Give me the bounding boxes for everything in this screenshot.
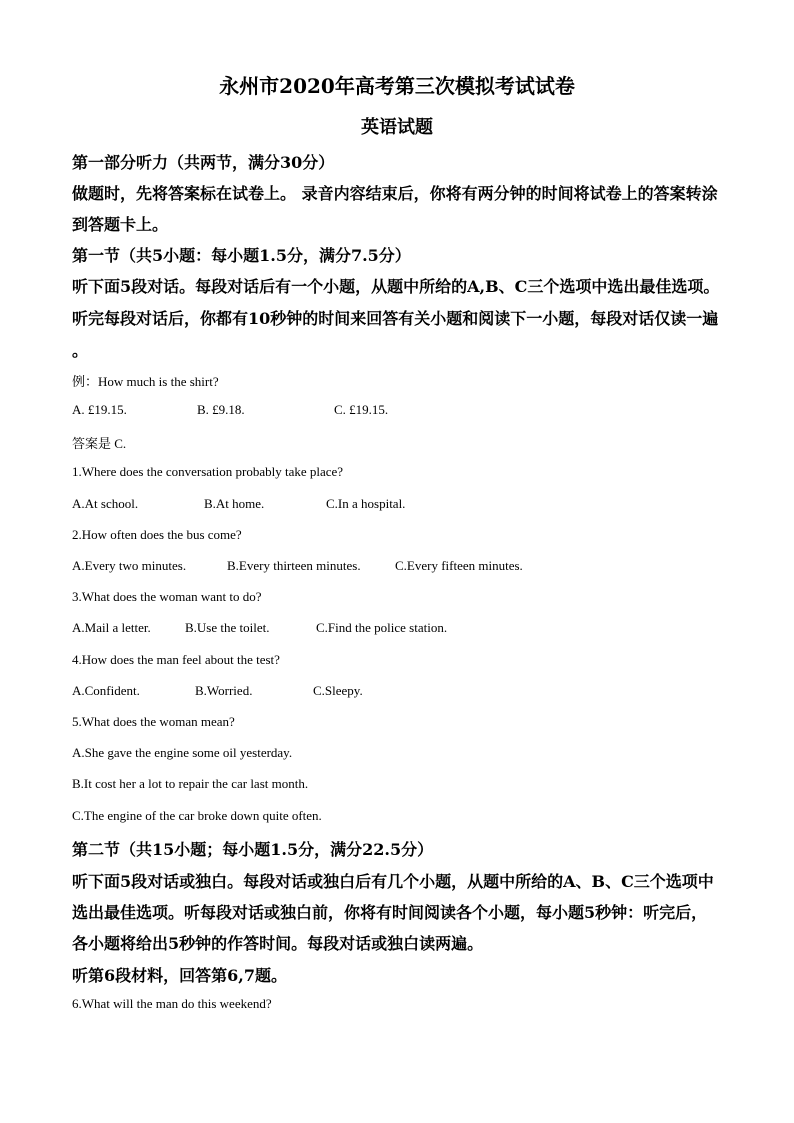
section1-instruction-line1: 听下面5段对话。每段对话后有一个小题，从题中所给的A,B、C三个选项中选出最佳选项。 (72, 277, 720, 296)
question-2-option-a: A.Every two minutes. (72, 558, 187, 573)
question-5-option-a: A.She gave the engine some oil yesterday. (72, 745, 293, 760)
question-5-option-c: C.The engine of the car broke down quite often. (72, 808, 322, 823)
question-4: 4.How does the man feel about the test? (72, 652, 280, 667)
question-1-option-c: C.In a hospital. (326, 496, 406, 511)
example-option-c: C. £19.15. (334, 402, 389, 417)
example-option-a: A. £19.15. (72, 402, 127, 417)
question-3-option-b: B.Use the toilet. (185, 620, 270, 635)
part1-heading: 第一部分听力（共两节，满分30分） (72, 153, 335, 172)
question-3: 3.What does the woman want to do? (72, 589, 262, 604)
section2-instruction-line1: 听下面5段对话或独白。每段对话或独白后有几个小题，从题中所给的A、B、C三个选项中 (72, 872, 714, 891)
section1-instruction-line2: 听完每段对话后，你都有10秒钟的时间来回答有关小题和阅读下一小题，每段对话仅读一遍 (72, 309, 719, 328)
question-2-option-c: C.Every fifteen minutes. (395, 558, 523, 573)
example-answer: 答案是 C. (72, 436, 127, 451)
question-4-option-a: A.Confident. (72, 683, 140, 698)
section1-heading: 第一节（共5小题：每小题1.5分，满分7.5分） (72, 246, 411, 265)
question-1: 1.Where does the conversation probably take place? (72, 464, 344, 479)
section1-instruction-line3: 。 (72, 341, 89, 360)
part1-intro-line2: 到答题卡上。 (72, 215, 169, 234)
question-4-option-b: B.Worried. (195, 683, 253, 698)
question-2-option-b: B.Every thirteen minutes. (227, 558, 361, 573)
section2-instruction-line3: 各小题将给出5秒钟的作答时间。每段对话或独白读两遍。 (72, 934, 484, 953)
question-3-option-c: C.Find the police station. (316, 620, 448, 635)
question-2: 2.How often does the bus come? (72, 527, 242, 542)
question-6: 6.What will the man do this weekend? (72, 996, 272, 1011)
question-4-option-c: C.Sleepy. (313, 683, 363, 698)
question-3-option-a: A.Mail a letter. (72, 620, 151, 635)
page-subtitle: 英语试题 (361, 117, 433, 138)
section2-heading: 第二节（共15小题；每小题1.5分，满分22.5分） (72, 840, 434, 859)
question-1-option-a: A.At school. (72, 496, 139, 511)
question-5-option-b: B.It cost her a lot to repair the car last month. (72, 776, 309, 791)
page-title: 永州市2020年高考第三次模拟考试试卷 (219, 74, 575, 98)
question-5: 5.What does the woman mean? (72, 714, 235, 729)
material-6-heading: 听第6段材料，回答第6,7题。 (72, 966, 287, 985)
example-question: 例：How much is the shirt? (72, 374, 219, 389)
section2-instruction-line2: 选出最佳选项。听每段对话或独白前，你将有时间阅读各个小题，每小题5秒钟：听完后， (72, 903, 708, 922)
question-1-option-b: B.At home. (204, 496, 265, 511)
example-option-b: B. £9.18. (197, 402, 245, 417)
part1-intro-line1: 做题时，先将答案标在试卷上。 录音内容结束后，你将有两分钟的时间将试卷上的答案转涂 (72, 184, 718, 203)
